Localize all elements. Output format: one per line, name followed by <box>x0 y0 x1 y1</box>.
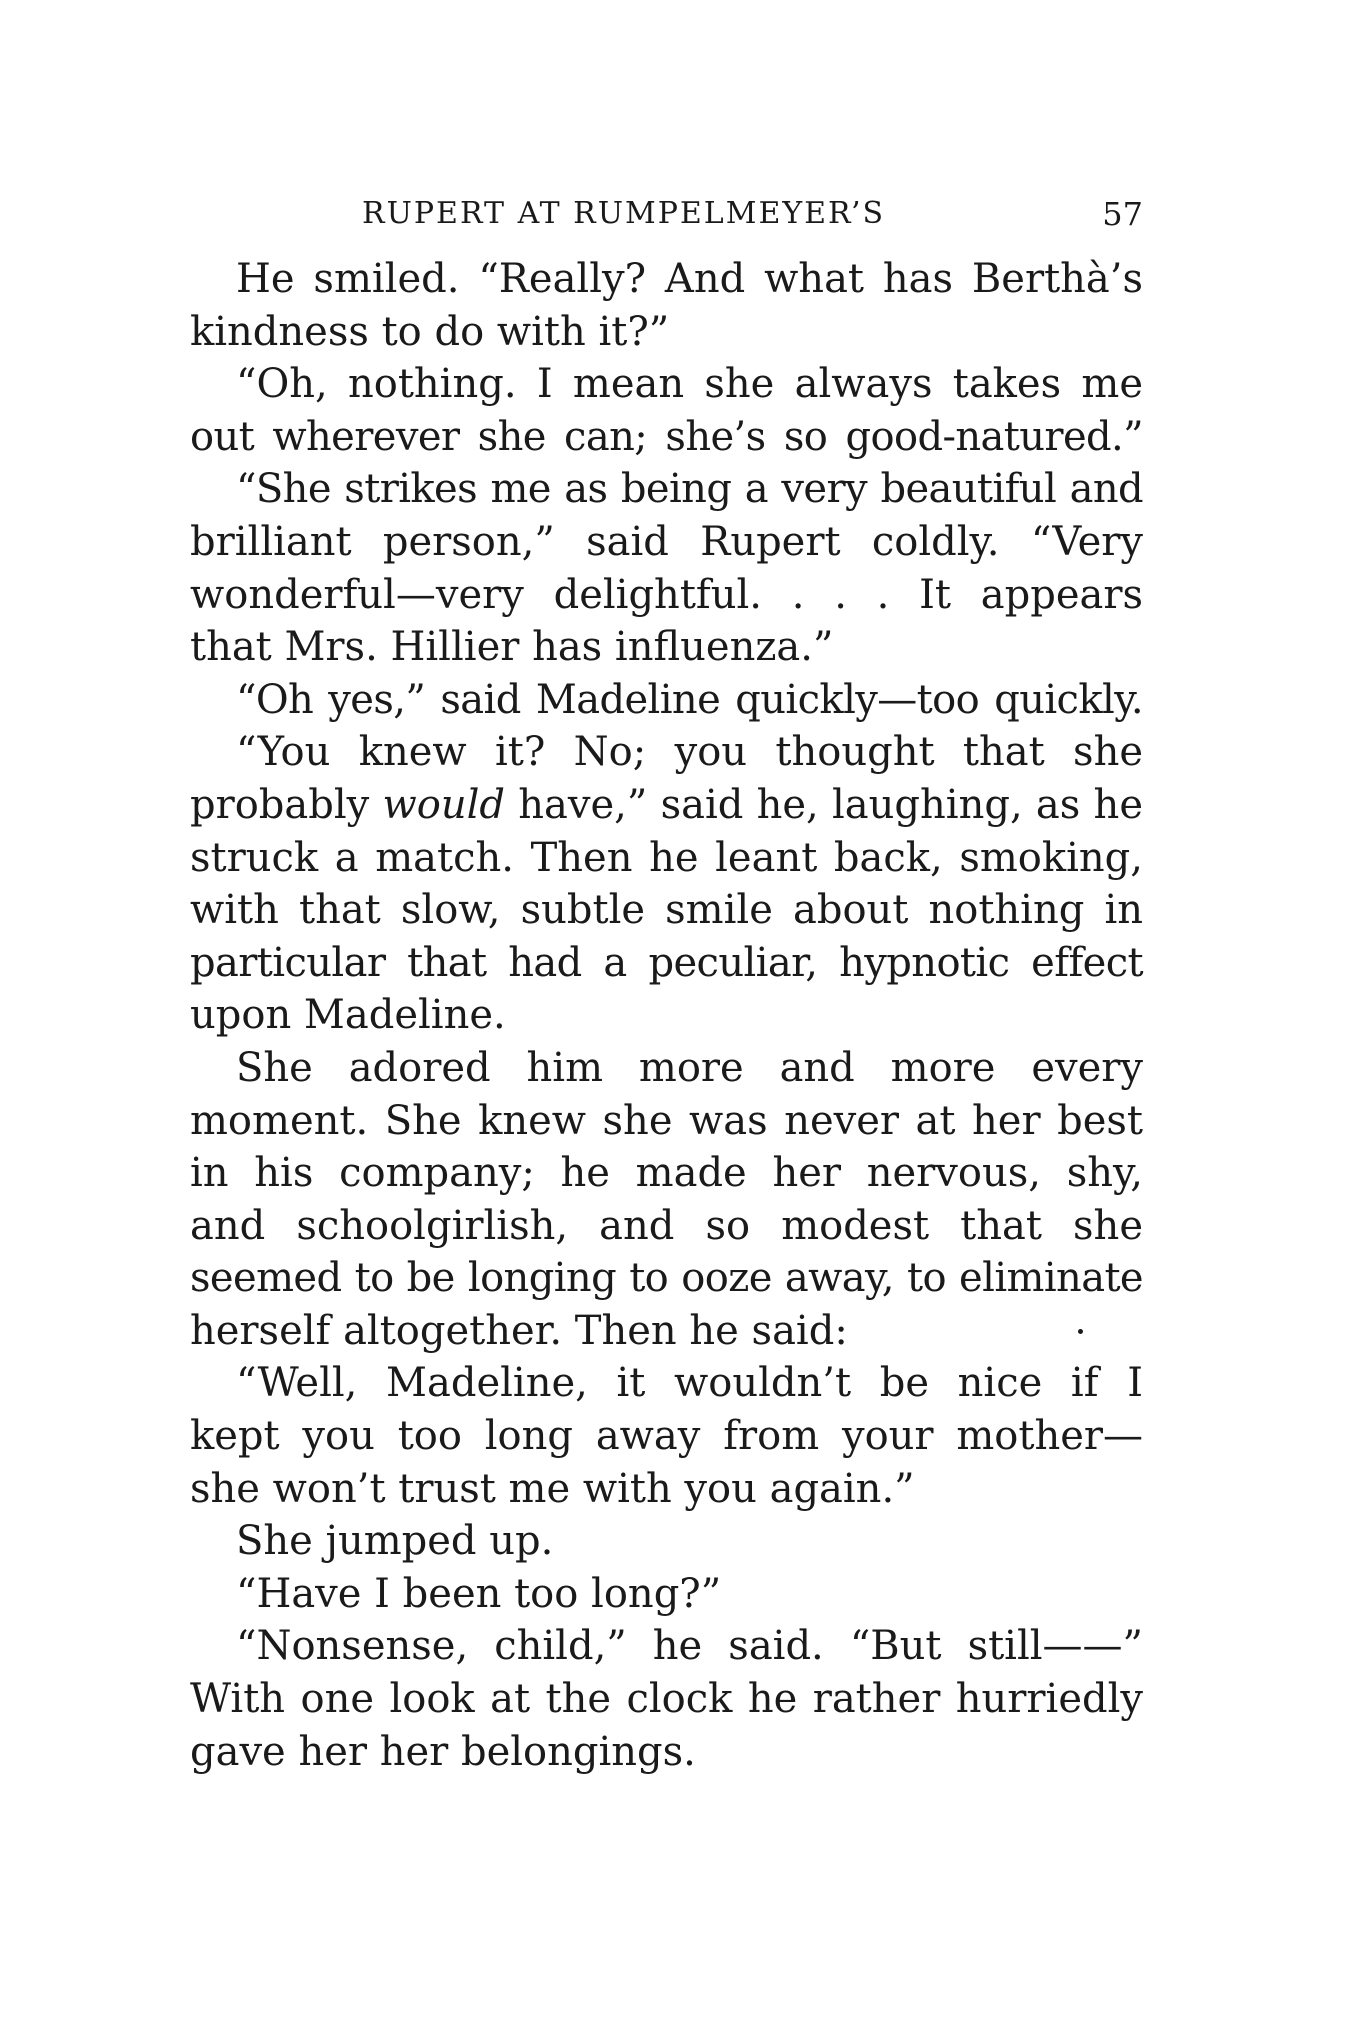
text-line: She adored him more and more every <box>236 1044 1143 1091</box>
text-line: particular that had a peculiar, hypnotic effect <box>190 939 1143 986</box>
text-line: She jumped up. <box>236 1518 554 1565</box>
text-line: upon Madeline. <box>190 992 506 1039</box>
text-line: He smiled. “Really? And what has Berthà’s <box>236 256 1143 302</box>
text-line: “Oh, nothing. I mean she always takes me <box>236 361 1143 408</box>
text-line: “Oh yes,” said Madeline quickly—too quickly. <box>236 676 1143 723</box>
text-line: herself altogether. Then he said: <box>190 1307 848 1354</box>
ink-speck <box>1078 1329 1083 1334</box>
text-run: have,” said he, laughing, as he <box>505 781 1143 828</box>
page-number: 57 <box>1102 195 1143 233</box>
text-line: “Well, Madeline, it wouldn’t be nice if I <box>236 1360 1143 1407</box>
text-line: kept you too long away from your mother— <box>190 1413 1143 1460</box>
text-line: “Nonsense, child,” he said. “But still——” <box>236 1623 1143 1670</box>
running-title: RUPERT AT RUMPELMEYER’S <box>362 196 886 231</box>
text-line: struck a match. Then he leant back, smoking, <box>190 834 1143 881</box>
text-line: seemed to be longing to ooze away, to eliminate <box>190 1255 1143 1302</box>
text-line: “She strikes me as being a very beautiful and <box>236 466 1143 513</box>
text-line: brilliant person,” said Rupert coldly. “Very <box>190 518 1143 565</box>
text-line: that Mrs. Hillier has influenza.” <box>190 624 834 671</box>
italic-word: would <box>382 781 506 828</box>
text-line: moment. She knew she was never at her best <box>190 1097 1143 1144</box>
text-run: probably <box>190 781 383 828</box>
text-line: “Have I been too long?” <box>236 1570 722 1617</box>
text-line: in his company; he made her nervous, shy, <box>190 1150 1143 1197</box>
text-line <box>190 779 1143 832</box>
text-line: kindness to do with it?” <box>190 308 670 355</box>
text-line: wonderful—very delightful. . . . It appears <box>190 571 1143 618</box>
text-line: gave her her belongings. <box>190 1728 696 1775</box>
text-line: and schoolgirlish, and so modest that she <box>190 1202 1143 1249</box>
running-head <box>362 192 1143 236</box>
text-line: “You knew it? No; you thought that she <box>236 729 1143 776</box>
text-line: with that slow, subtle smile about nothing in <box>190 887 1143 934</box>
text-line: With one look at the clock he rather hurriedly <box>190 1676 1143 1723</box>
body-text <box>190 253 1143 1778</box>
text-line: she won’t trust me with you again.” <box>190 1465 915 1512</box>
text-line: out wherever she can; she’s so good-natured.” <box>190 413 1143 460</box>
